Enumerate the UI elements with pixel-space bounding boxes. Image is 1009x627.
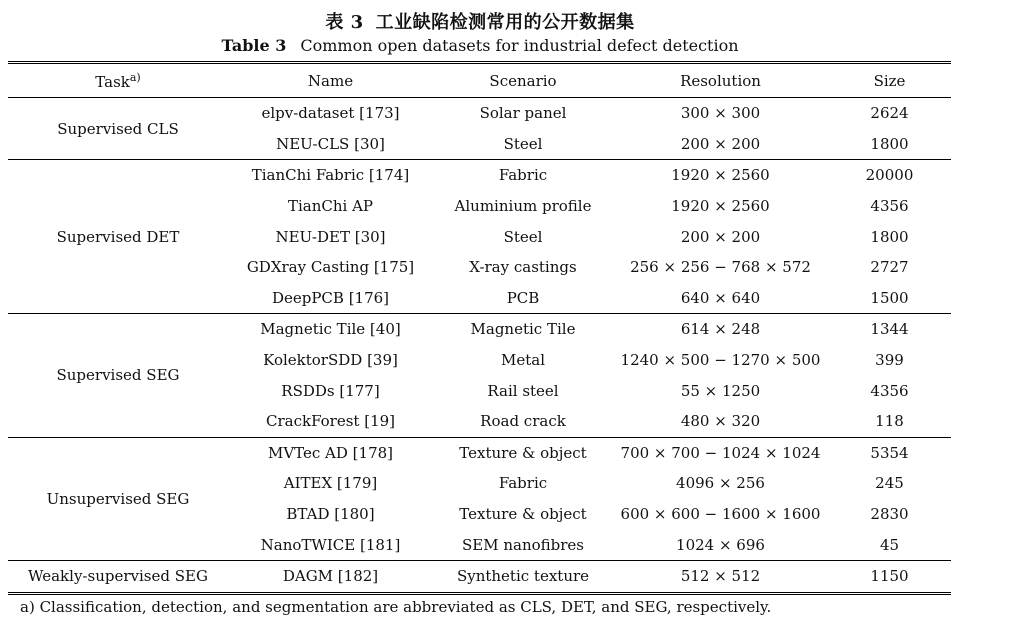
- resolution-cell: 512 × 512: [613, 560, 828, 593]
- resolution-cell: 1240 × 500 − 1270 × 500: [620, 351, 821, 370]
- scenario-cell: Texture & object: [459, 505, 587, 524]
- size-cell: 1344: [828, 314, 951, 345]
- size-cell: 399: [875, 351, 904, 370]
- name-cell: elpv-dataset [173]: [261, 104, 400, 123]
- size-cell: 4356: [870, 381, 909, 400]
- resolution-cell: 200 × 200: [680, 227, 761, 246]
- task-cell: Weakly-supervised SEG: [8, 560, 228, 593]
- name-cell: MVTec AD [178]: [228, 437, 433, 468]
- scenario-cell: Synthetic texture: [433, 560, 613, 593]
- resolution-cell: 1920 × 2560: [613, 160, 828, 191]
- table-row: [8, 560, 951, 593]
- resolution-cell: 600 × 600 − 1600 × 1600: [620, 505, 821, 524]
- table-title-en-text: Common open datasets for industrial defect detection: [300, 36, 739, 55]
- scenario-cell: Solar panel: [479, 104, 567, 123]
- name-cell: AITEX [179]: [283, 474, 378, 493]
- scenario-cell: PCB: [506, 288, 540, 307]
- size-cell: 1800: [870, 134, 909, 153]
- size-cell: 245: [875, 474, 904, 493]
- table-row: [8, 98, 951, 129]
- size-cell: 5354: [828, 437, 951, 468]
- scenario-cell: Magnetic Tile: [433, 314, 613, 345]
- size-cell: 1150: [828, 560, 951, 593]
- scenario-cell: Fabric: [433, 160, 613, 191]
- column-header-size: Size: [828, 63, 951, 98]
- task-cell: Supervised CLS: [57, 119, 179, 138]
- size-cell: 45: [879, 535, 900, 554]
- resolution-cell: 4096 × 256: [676, 474, 765, 493]
- column-header-scenario: Scenario: [433, 63, 613, 98]
- task-cell: Unsupervised SEG: [8, 437, 228, 560]
- table-header-row: [8, 63, 951, 98]
- resolution-cell: 55 × 1250: [680, 381, 761, 400]
- scenario-cell: SEM nanofibres: [462, 535, 584, 554]
- task-cell: Supervised SEG: [8, 314, 228, 437]
- name-cell: NEU-CLS [30]: [276, 134, 385, 153]
- resolution-cell: 1024 × 696: [676, 535, 765, 554]
- scenario-cell: Texture & object: [433, 437, 613, 468]
- scenario-cell: Steel: [503, 134, 543, 153]
- size-cell: 1500: [870, 288, 909, 307]
- task-footnote-marker: a): [129, 70, 141, 84]
- table-title-zh-text: 工业缺陷检测常用的公开数据集: [375, 12, 635, 33]
- size-cell: 4356: [870, 197, 909, 216]
- name-cell: CrackForest [19]: [265, 412, 396, 431]
- name-cell: TianChi AP: [287, 197, 374, 216]
- table-number-en: Table 3: [221, 36, 287, 55]
- name-cell: GDXray Casting [175]: [246, 258, 415, 277]
- table-row: [8, 437, 951, 468]
- name-cell: DeepPCB [176]: [271, 288, 390, 307]
- name-cell: NEU-DET [30]: [275, 227, 386, 246]
- table-body: [8, 98, 951, 594]
- name-cell: RSDDs [177]: [281, 381, 380, 400]
- size-cell: 2624: [870, 104, 909, 123]
- scenario-cell: Fabric: [498, 474, 548, 493]
- resolution-cell: 640 × 640: [680, 288, 761, 307]
- scenario-cell: Steel: [503, 227, 543, 246]
- column-header-name: Name: [228, 63, 433, 98]
- resolution-cell: 480 × 320: [680, 412, 761, 431]
- name-cell: Magnetic Tile [40]: [228, 314, 433, 345]
- table-number-zh: 表 3: [325, 12, 364, 33]
- name-cell: KolektorSDD [39]: [263, 351, 398, 370]
- resolution-cell: 200 × 200: [680, 134, 761, 153]
- size-cell: 2830: [870, 505, 909, 524]
- name-cell: BTAD [180]: [286, 505, 375, 524]
- table-title-chinese: [0, 8, 960, 34]
- scenario-cell: Rail steel: [487, 381, 559, 400]
- table-footnote: a) Classification, detection, and segmentation are abbreviated as CLS, DET, and SEG, respectively.: [20, 598, 772, 616]
- resolution-cell: 300 × 300: [680, 104, 761, 123]
- resolution-cell: 1920 × 2560: [671, 197, 770, 216]
- resolution-cell: 256 × 256 − 768 × 572: [630, 258, 811, 277]
- name-cell: NanoTWICE [181]: [260, 535, 401, 554]
- column-header-task: Task$^{a)}$: [8, 63, 228, 98]
- resolution-cell: 700 × 700 − 1024 × 1024: [613, 437, 828, 468]
- size-cell: 118: [875, 412, 904, 431]
- table-row: [8, 160, 951, 191]
- table-title-english: [0, 36, 960, 55]
- scenario-cell: Metal: [500, 351, 545, 370]
- name-cell: DAGM [182]: [228, 560, 433, 593]
- scenario-cell: Aluminium profile: [454, 197, 592, 216]
- scenario-cell: X-ray castings: [469, 258, 577, 277]
- column-header-resolution: Resolution: [613, 63, 828, 98]
- size-cell: 2727: [870, 258, 909, 277]
- datasets-table: [8, 61, 951, 595]
- resolution-cell: 614 × 248: [613, 314, 828, 345]
- name-cell: TianChi Fabric [174]: [228, 160, 433, 191]
- table-row: [8, 314, 951, 345]
- scenario-cell: Road crack: [480, 412, 566, 431]
- task-cell: Supervised DET: [8, 160, 228, 314]
- size-cell: 20000: [828, 160, 951, 191]
- size-cell: 1800: [870, 227, 909, 246]
